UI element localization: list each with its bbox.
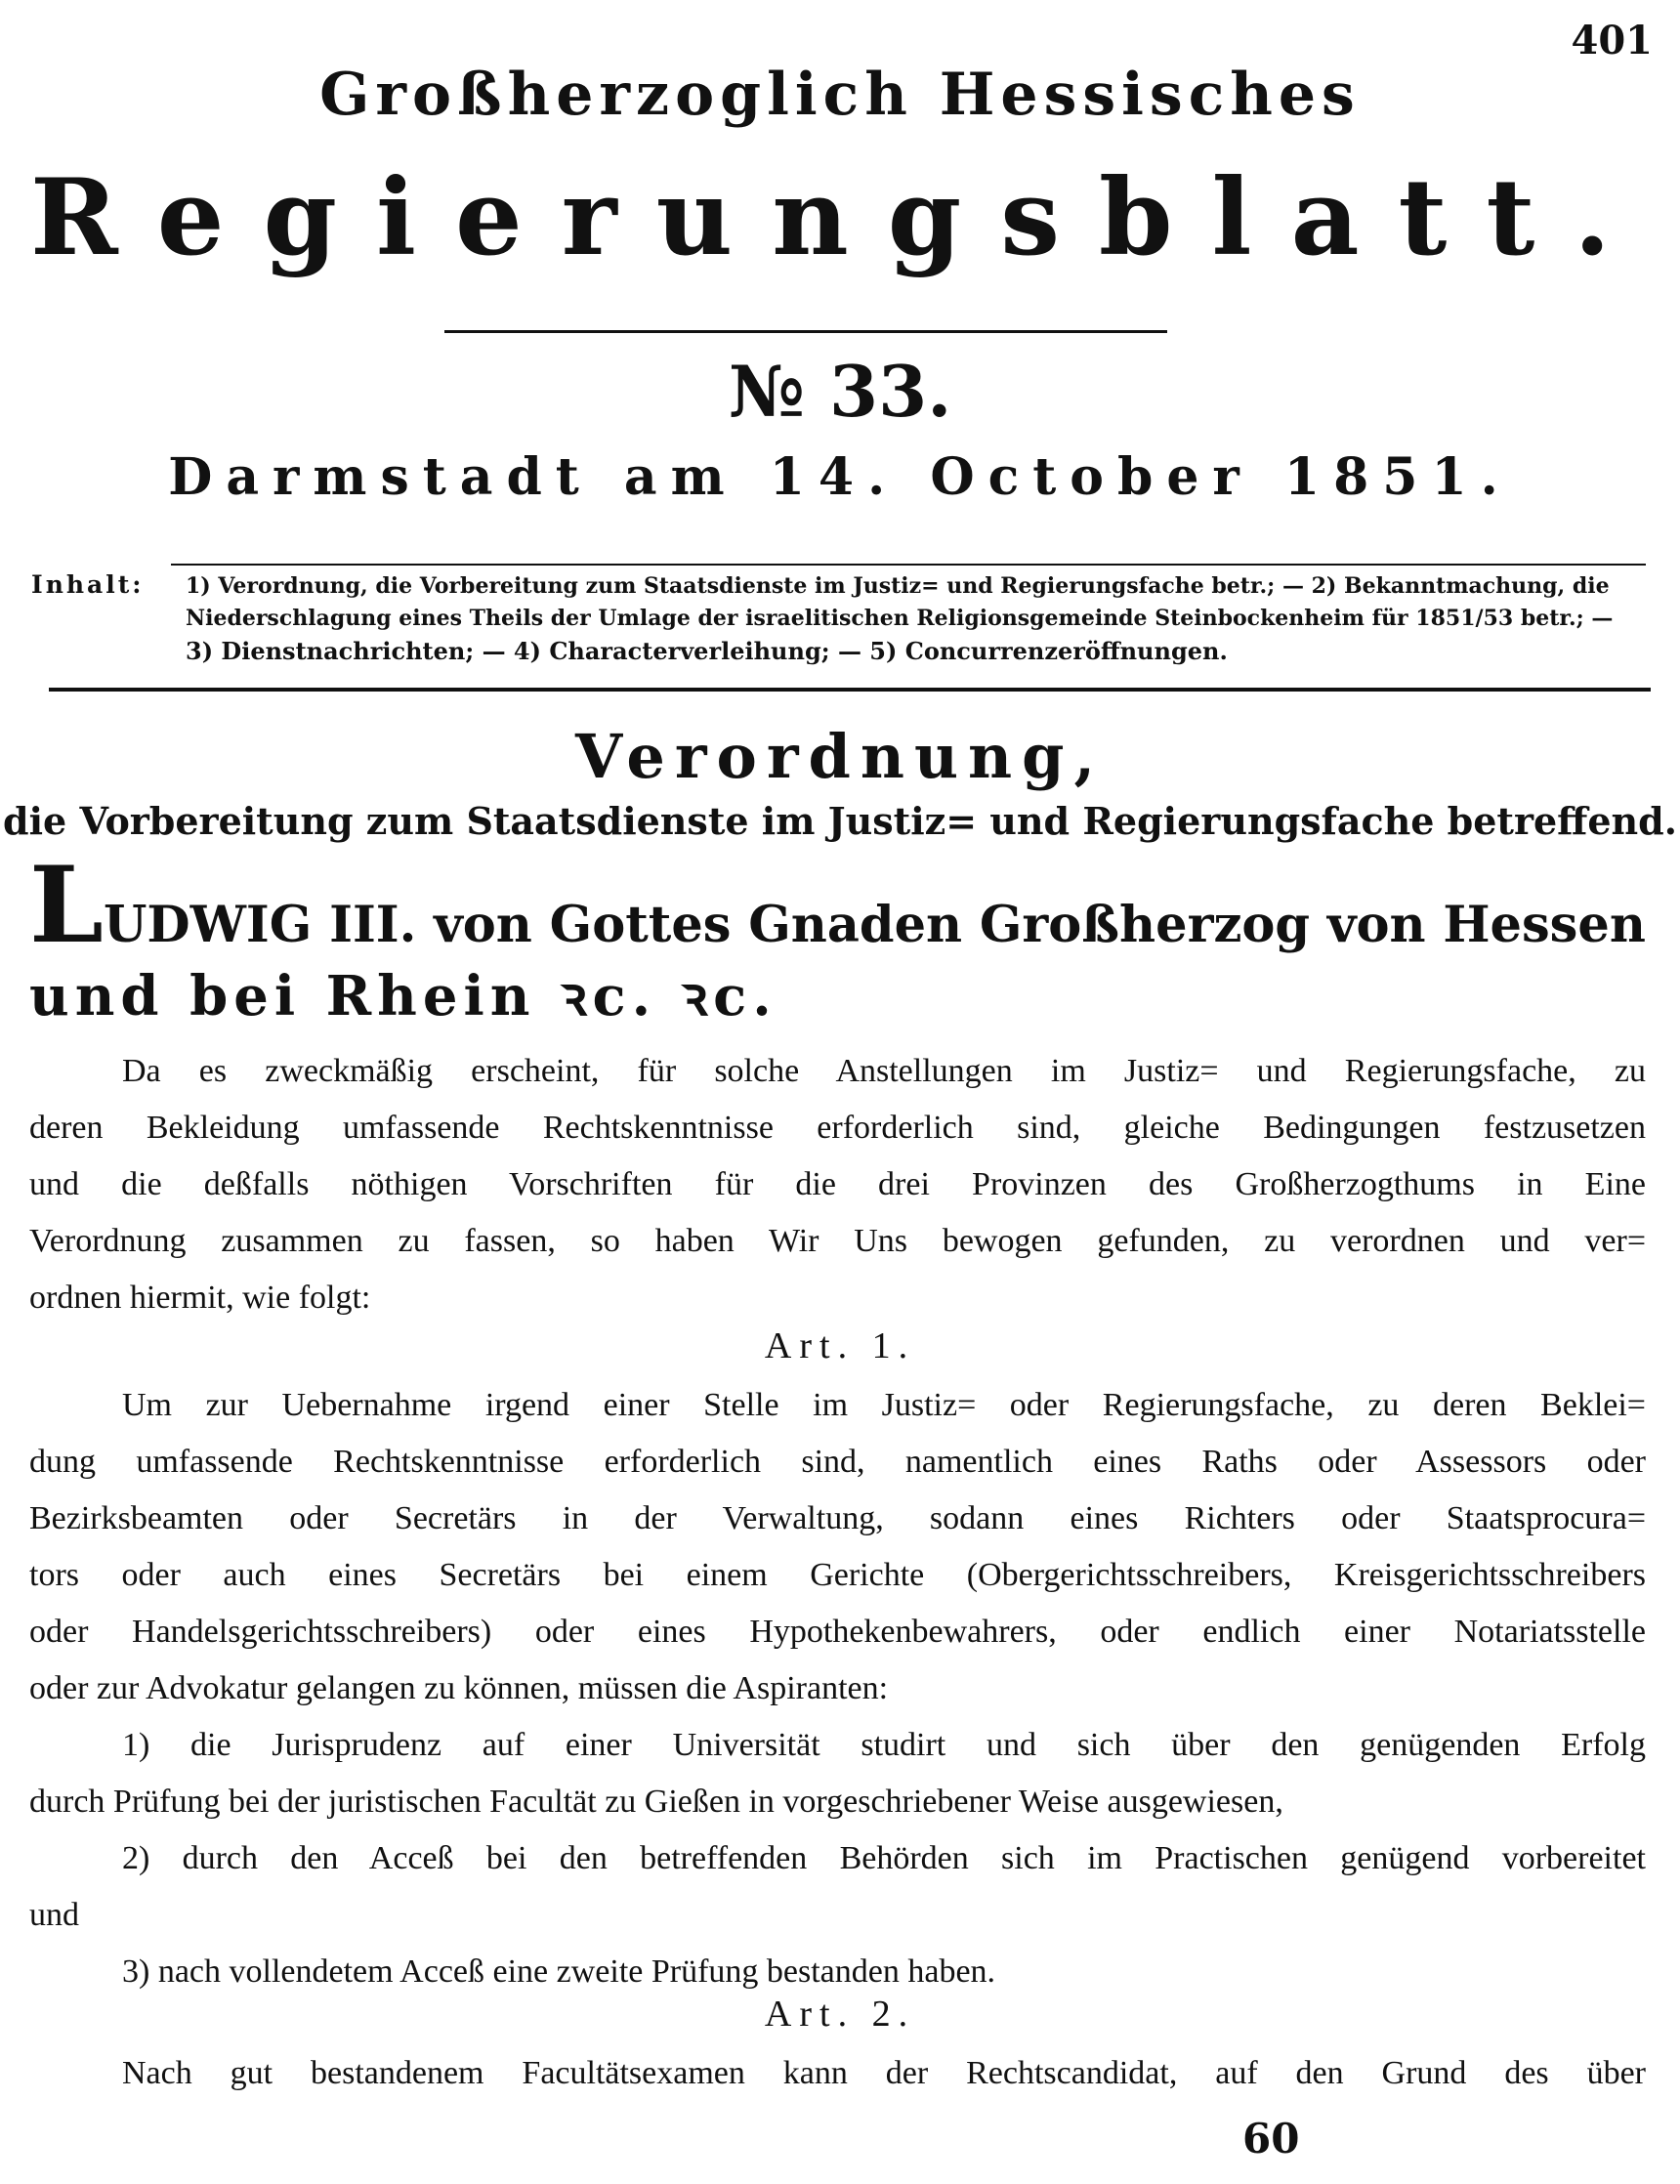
text-line: oder Handelsgerichtsschreibers) oder eines Hypothekenbewahrers, oder endlich einer Notariatsstelle	[29, 1614, 1646, 1650]
text-line: Da es zweckmäßig erscheint, für solche Anstellungen im Justiz= und Regierungsfache, zu	[122, 1053, 1646, 1089]
text-line: 3) nach vollendetem Acceß eine zweite Prüfung bestanden haben.	[122, 1953, 996, 1990]
text-line: Um zur Uebernahme irgend einer Stelle im Justiz= oder Regierungsfache, zu deren Beklei=	[122, 1387, 1646, 1423]
text-line: tors oder auch eines Secretärs bei einem Gerichte (Obergerichtsschreibers, Kreisgerichtsschreibers	[29, 1557, 1646, 1593]
text-line: oder zur Advokatur gelangen zu können, müssen die Aspiranten:	[29, 1670, 889, 1706]
text-line: und	[29, 1897, 79, 1933]
text-line: durch Prüfung bei der juristischen Facultät zu Gießen in vorgeschriebener Weise ausgewiesen,	[29, 1784, 1283, 1820]
contents-label: Inhalt:	[31, 570, 145, 599]
issue-number: № 33.	[728, 350, 952, 433]
ordinance-heading: Verordnung,	[574, 721, 1106, 792]
masthead-rule	[444, 330, 1167, 333]
contents-list	[186, 570, 1646, 667]
text-line: 1) die Jurisprudenz auf einer Universität studirt und sich über den genügenden Erfolg	[122, 1727, 1646, 1763]
preamble-line-2: und bei Rhein ꝛc. ꝛc.	[29, 964, 777, 1029]
text-line: Bezirksbeamten oder Secretärs in der Verwaltung, sodann eines Richters oder Staatsprocura=	[29, 1500, 1646, 1536]
preamble-sovereign	[29, 844, 1651, 967]
text-line: deren Bekleidung umfassende Rechtskenntnisse erforderlich sind, gleiche Bedingungen festzusetzen	[29, 1110, 1646, 1146]
intro-paragraph	[29, 1043, 1646, 1326]
preamble-line-1: UDWIG III. von Gottes Gnaden Großherzog von Hessen	[103, 896, 1646, 954]
dateline: Darmstadt am 14. October 1851.	[168, 447, 1512, 507]
text-line: 2) durch den Acceß bei den betreffenden Behörden sich im Practischen genügend vorbereitet	[122, 1840, 1646, 1876]
ordinance-subtitle: die Vorbereitung zum Staatsdienste im Justiz= und Regierungsfache betreffend.	[3, 799, 1677, 843]
text-line: Verordnung zusammen zu fassen, so haben Wir Uns bewogen gefunden, zu verordnen und ver=	[29, 1223, 1646, 1259]
article-1-body	[29, 1377, 1646, 2000]
contents-line: Niederschlagung eines Theils der Umlage der israelitischen Religionsgemeinde Steinbockenheim für 1851/53 betr.; —	[186, 606, 1614, 631]
text-line: dung umfassende Rechtskenntnisse erforderlich sind, namentlich eines Raths oder Assessors oder	[29, 1444, 1646, 1480]
contents-line: 3) Dienstnachrichten; — 4) Characterverleihung; — 5) Concurrenzeröffnungen.	[186, 637, 1228, 665]
gazette-superscription: Großherzoglich Hessisches	[319, 61, 1361, 129]
article-1-heading: Art. 1.	[764, 1325, 916, 1366]
text-line: und die deßfalls nöthigen Vorschriften für die drei Provinzen des Großherzogthums in Eine	[29, 1166, 1646, 1202]
text-line: Nach gut bestandenem Facultätsexamen kann der Rechtscandidat, auf den Grund des über	[122, 2055, 1646, 2091]
article-2-body	[29, 2045, 1646, 2102]
signature-mark: 60	[1242, 2115, 1300, 2163]
contents-top-rule	[171, 564, 1646, 566]
contents-bottom-rule	[49, 688, 1651, 692]
contents-line: 1) Verordnung, die Vorbereitung zum Staatsdienste im Justiz= und Regierungsfache betr.; — 2) Bekanntmachung, die	[186, 573, 1610, 599]
drop-initial: L	[29, 844, 104, 967]
article-2-heading: Art. 2.	[764, 1994, 916, 2035]
text-line: ordnen hiermit, wie folgt:	[29, 1280, 371, 1316]
page-number: 401	[1571, 18, 1653, 63]
gazette-masthead: Regierungsblatt.	[30, 156, 1650, 279]
